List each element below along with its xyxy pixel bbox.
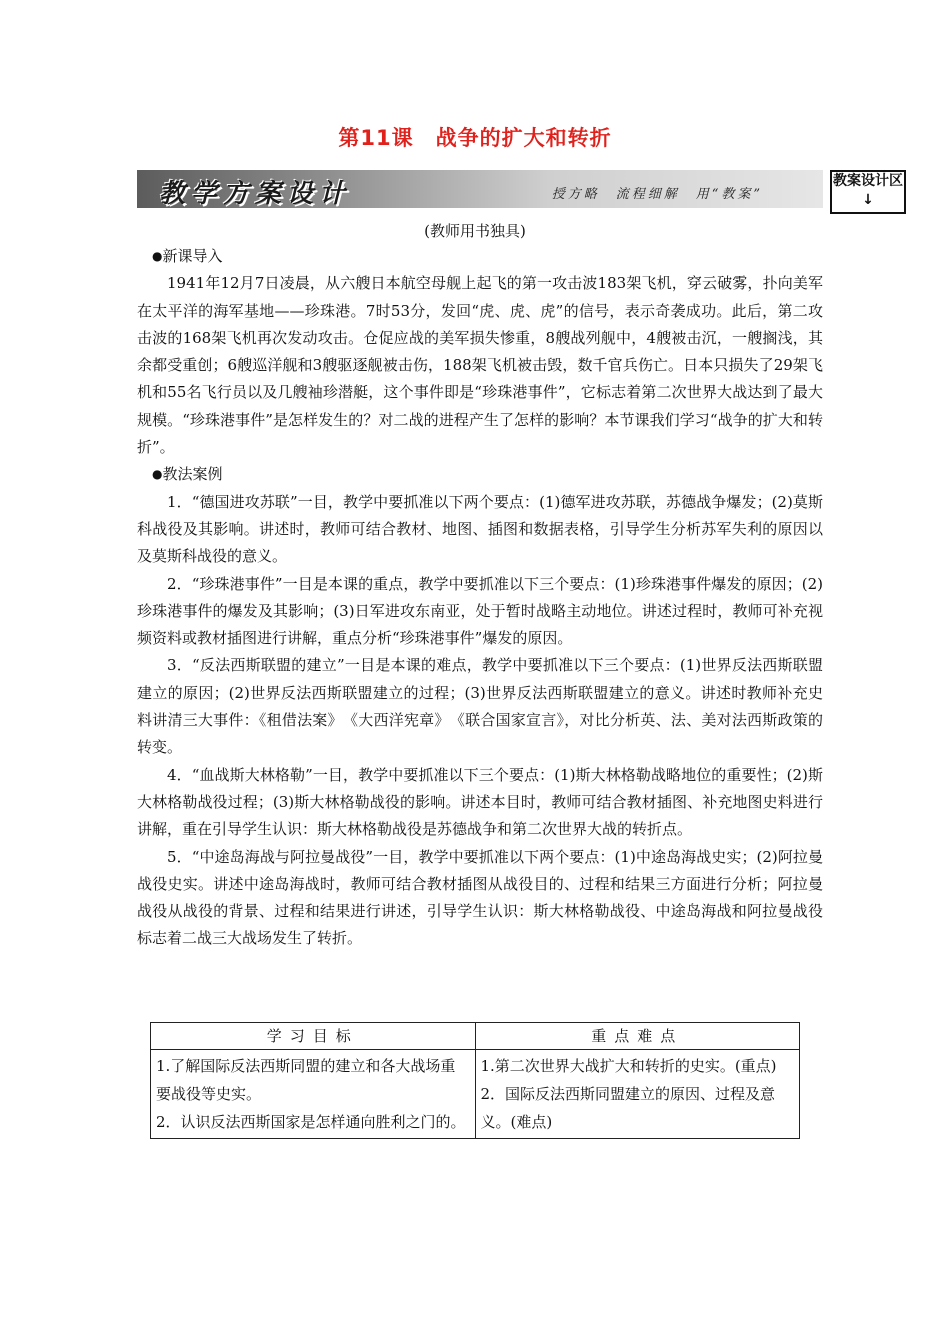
cases-heading: ●教法案例 — [152, 465, 223, 484]
key-points-cell — [475, 1050, 800, 1139]
case-paragraph: 2．“珍珠港事件”一目是本课的重点，教学中要抓准以下三个要点：(1)珍珠港事件爆发的原因；(2)珍珠港事件的爆发及其影响；(3)日军进攻东南亚，处于暂时战略主动地位。讲述过程时，教师可补充视频资料或教材插图进行讲解，重点分析“珍珠港事件”爆发的原因。 — [137, 574, 823, 648]
key-point-item: 2．国际反法西斯同盟建立的原因、过程及意义。(难点) — [480, 1085, 776, 1131]
key-point-item: 1.第二次世界大战扩大和转折的史实。(重点) — [480, 1057, 777, 1075]
goals-header: 学习目标 — [151, 1023, 476, 1050]
case-paragraph: 3．“反法西斯联盟的建立”一目是本课的难点，教学中要抓准以下三个要点：(1)世界反法西斯联盟建立的原因；(2)世界反法西斯联盟建立的过程；(3)世界反法西斯联盟建立的意义。讲述时教师补充史料讲清三大事件：《租借法案》 《大西洋宪章》 《联合国家宣言》，对比分析英、法、美对法西斯政策的转变。 — [137, 656, 823, 757]
goals-cell — [151, 1050, 476, 1139]
key-points-header: 重点难点 — [475, 1023, 800, 1050]
intro-heading: ●新课导入 — [152, 247, 223, 265]
banner-title: 教学方案设计 — [159, 179, 352, 209]
teacher-note: (教师用书独具) — [424, 222, 526, 240]
design-area-label: 教案设计区↓ — [830, 170, 906, 214]
main-content — [137, 243, 823, 953]
banner-subtitle: 授方略 流程细解 用“教案” — [551, 187, 763, 202]
case-paragraph: 4．“血战斯大林格勒”一目，教学中要抓准以下三个要点：(1)斯大林格勒战略地位的重要性；(2)斯大林格勒战役过程；(3)斯大林格勒战役的影响。讲述本目时，教师可结合教材插图、补充地图史料进行讲解，重在引导学生认识：斯大林格勒战役是苏德战争和第二次世界大战的转折点。 — [137, 765, 823, 839]
intro-paragraph: 1941年12月7日凌晨，从六艘日本航空母舰上起飞的第一攻击波183架飞机，穿云破雾，扑向美军在太平洋的海军基地——珍珠港。7时53分，发回“虎、虎、虎”的信号，表示奇袭成功。此后，第二攻击波的168架飞机再次发动攻击。仓促应战的美军损失惨重，8艘战列舰中，4艘被击沉，一艘搁浅，其余都受重创；6艘巡洋舰和3艘驱逐舰被击伤，188架飞机被击毁，数千官兵伤亡。日本只损失了29架飞机和55名飞行员以及几艘袖珍潜艇，这个事件即是“珍珠港事件”，它标志着第二次世界大战达到了最大规模。“珍珠港事件”是怎样发生的？对二战的进程产生了怎样的影响？本节课我们学习“战争的扩大和转折”。 — [137, 274, 823, 457]
goals-table — [150, 1022, 800, 1139]
lesson-title: 第11课 战争的扩大和转折 — [338, 126, 612, 150]
bullet-icon: ● — [152, 249, 163, 263]
case-paragraph: 5．“中途岛海战与阿拉曼战役”一目，教学中要抓准以下两个要点：(1)中途岛海战史实；(2)阿拉曼战役史实。讲述中途岛海战时，教师可结合教材插图从战役目的、过程和结果三方面进行分析；阿拉曼战役从战役的背景、过程和结果进行讲述，引导学生认识：斯大林格勒战役、中途岛海战和阿拉曼战役标志着二战三大战场发生了转折。 — [137, 847, 823, 948]
goal-item: 2．认识反法西斯国家是怎样通向胜利之门的。 — [156, 1113, 466, 1131]
goal-item: 1.了解国际反法西斯同盟的建立和各大战场重要战役等史实。 — [156, 1057, 456, 1103]
section-banner — [137, 170, 823, 208]
case-paragraph: 1．“德国进攻苏联”一目，教学中要抓准以下两个要点：(1)德军进攻苏联，苏德战争爆发；(2)莫斯科战役及其影响。讲述时，教师可结合教材、地图、插图和数据表格，引导学生分析苏军失利的原因以及莫斯科战役的意义。 — [137, 492, 823, 566]
bullet-icon: ● — [152, 467, 163, 482]
